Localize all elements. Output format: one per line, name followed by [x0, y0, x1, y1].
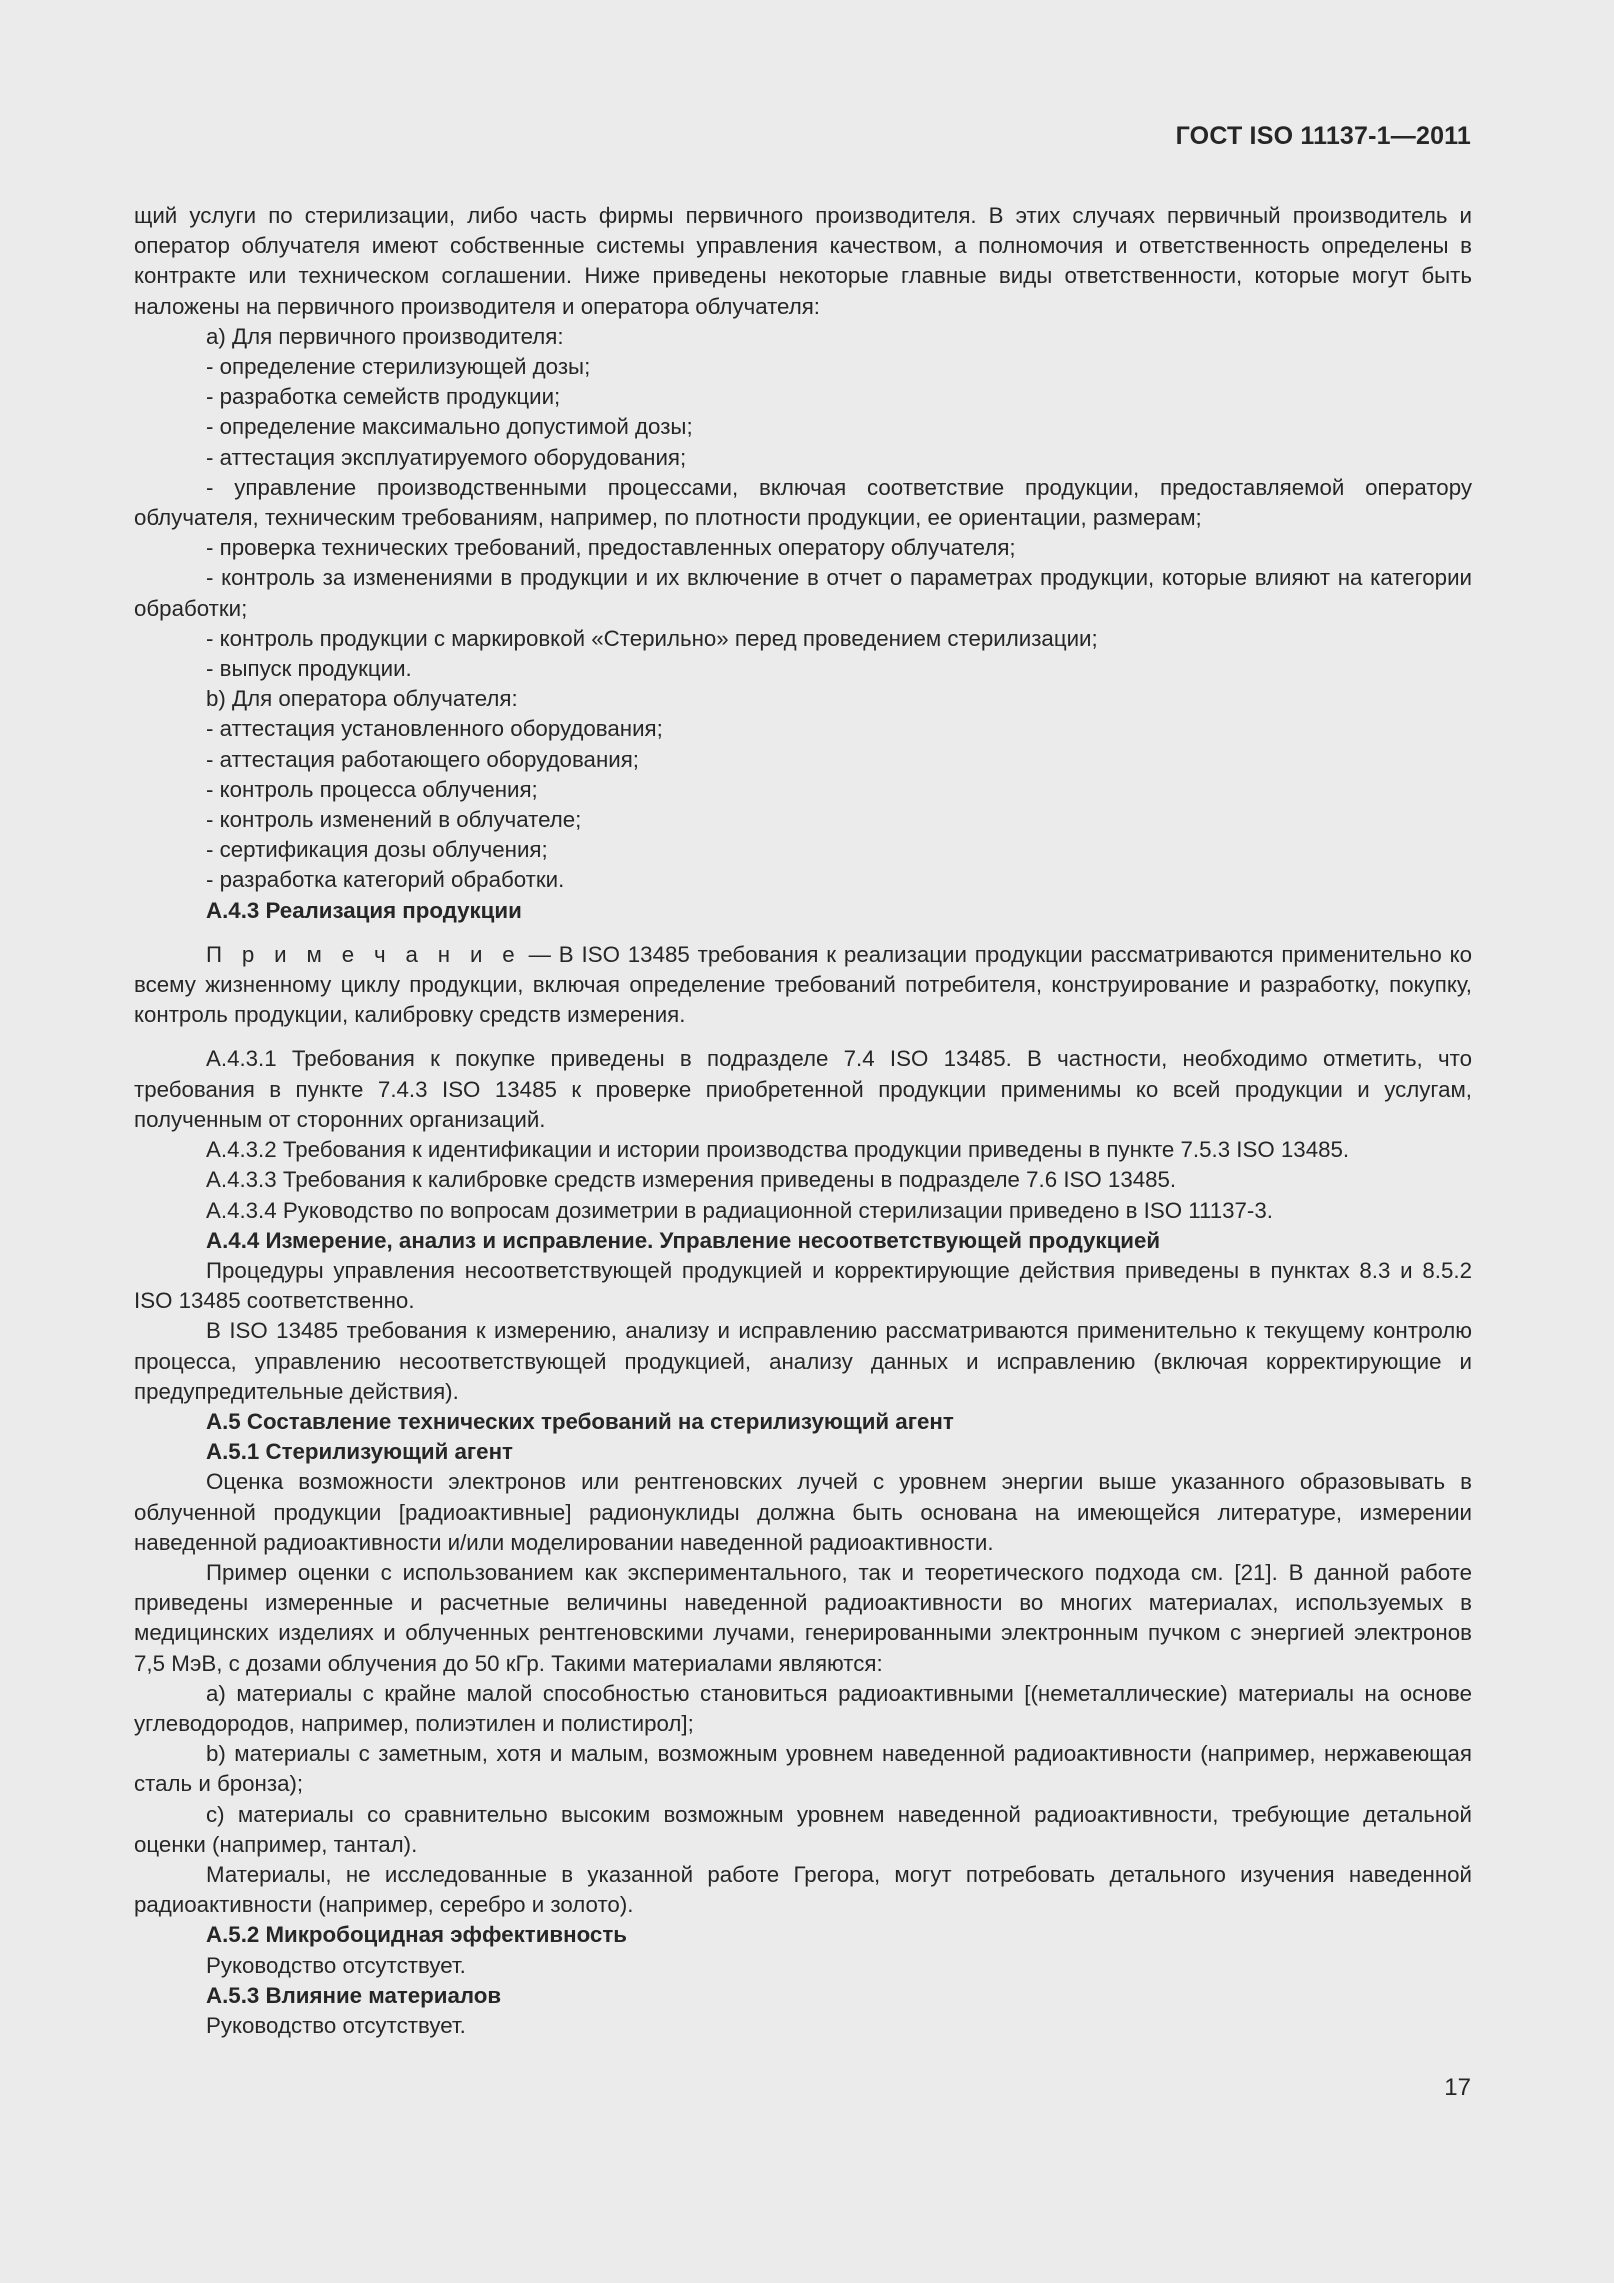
- paragraph: Руководство отсутствует.: [206, 1952, 466, 1978]
- intro-paragraph: щий услуги по стерилизации, либо часть фирмы первичного производителя. В этих случаях первичный производитель и оператор облучателя имеют собственные системы управления качеством, а полномочия и ответственность определены в контракте или техническом соглашении. Ниже приведены некоторые главные виды ответственности, которые могут быть наложены на первичного производителя и оператора облучателя:: [134, 203, 1472, 319]
- list-item: - аттестация работающего оборудования;: [206, 746, 639, 772]
- list-item: а) материалы с крайне малой способностью становиться радиоактивными [(неметаллические) материалы на основе углеводородов, например, полиэтилен и полистирол];: [134, 1680, 1472, 1736]
- list-item: с) материалы со сравнительно высоким возможным уровнем наведенной радиоактивности, требующие детальной оценки (например, тантал).: [134, 1801, 1472, 1857]
- list-item: - выпуск продукции.: [206, 656, 412, 682]
- paragraph: Пример оценки с использованием как экспериментального, так и теоретического подхода см. [21]. В данной работе приведены измеренные и расчетные величины наведенной радиоактивности во многих материалах, используемых в медицинских изделиях и облученных рентгеновскими лучами, генерированными электронным пучком с энергией электронов 7,5 МэВ, с дозами облучения до 50 кГр. Такими материалами являются:: [134, 1559, 1472, 1676]
- list-item: - разработка категорий обработки.: [206, 867, 565, 893]
- note-text: — В ISO 13485 требования к реализации продукции рассматриваются применительно ко всему жизненному циклу продукции, включая определение требований потребителя, конструирование и разработку, покупку, контроль продукции, калибровку средств измерения.: [134, 941, 1472, 1028]
- list-item: - управление производственными процессами, включая соответствие продукции, предоставляемой оператору облучателя, техническим требованиям, например, по плотности продукции, ее ориентации, размерам;: [134, 474, 1472, 531]
- list-heading-a: a) Для первичного производителя:: [206, 323, 564, 349]
- list-item: - контроль процесса облучения;: [206, 776, 538, 802]
- paragraph-a-4-3-4: А.4.3.4 Руководство по вопросам дозиметрии в радиационной стерилизации приведено в ISO 11137-3.: [206, 1197, 1273, 1223]
- list-item: - контроль за изменениями в продукции и их включение в отчет о параметрах продукции, которые влияют на категории обработки;: [134, 565, 1472, 621]
- note-label: П р и м е ч а н и е: [206, 941, 521, 967]
- list-item: - сертификация дозы облучения;: [206, 837, 548, 863]
- list-item: - аттестация установленного оборудования;: [206, 716, 663, 742]
- list-item: - контроль изменений в облучателе;: [206, 807, 582, 833]
- section-heading-a-4-4: А.4.4 Измерение, анализ и исправление. Управление несоответствующей продукцией: [206, 1227, 1161, 1253]
- section-heading-a-5-1: А.5.1 Стерилизующий агент: [206, 1439, 513, 1465]
- list-item: - определение максимально допустимой дозы;: [206, 414, 693, 440]
- page-number: 17: [1444, 2074, 1471, 2101]
- paragraph-a-4-3-1: А.4.3.1 Требования к покупке приведены в подразделе 7.4 ISO 13485. В частности, необходимо отметить, что требования в пункте 7.4.3 ISO 13485 к проверке приобретенной продукции применимы ко всей продукции и услугам, полученным от сторонних организаций.: [134, 1046, 1472, 1132]
- section-heading-a-4-3: А.4.3 Реализация продукции: [206, 897, 522, 923]
- paragraph: Оценка возможности электронов или рентгеновских лучей с уровнем энергии выше указанного образовывать в облученной продукции [радиоактивные] радионуклиды должна быть основана на имеющейся литературе, измерении наведенной радиоактивности и/или моделировании наведенной радиоактивности.: [134, 1469, 1472, 1555]
- section-heading-a-5-3: А.5.3 Влияние материалов: [206, 1982, 502, 2008]
- paragraph: Руководство отсутствует.: [206, 2012, 466, 2038]
- section-heading-a-5: А.5 Составление технических требований на стерилизующий агент: [206, 1408, 954, 1434]
- paragraph: Материалы, не исследованные в указанной работе Грегора, могут потребовать детального изучения наведенной радиоактивности (например, серебро и золото).: [134, 1861, 1472, 1918]
- paragraph: В ISO 13485 требования к измерению, анализу и исправлению рассматриваются применительно к текущему контролю процесса, управлению несоответствующей продукцией, анализу данных и исправлению (включая корректирующие и предупредительные действия).: [134, 1318, 1472, 1404]
- list-heading-b: b) Для оператора облучателя:: [206, 686, 518, 712]
- paragraph-a-4-3-3: А.4.3.3 Требования к калибровке средств измерения приведены в подразделе 7.6 ISO 13485.: [206, 1167, 1177, 1193]
- list-item: - проверка технических требований, предоставленных оператору облучателя;: [206, 535, 1016, 561]
- list-item: - контроль продукции с маркировкой «Стерильно» перед проведением стерилизации;: [206, 625, 1098, 651]
- list-item: b) материалы с заметным, хотя и малым, возможным уровнем наведенной радиоактивности (например, нержавеющая сталь и бронза);: [134, 1741, 1472, 1797]
- list-item: - разработка семейств продукции;: [206, 384, 561, 410]
- list-item: - определение стерилизующей дозы;: [206, 354, 591, 380]
- paragraph: Процедуры управления несоответствующей продукцией и корректирующие действия приведены в пунктах 8.3 и 8.5.2 ISO 13485 соответственно.: [134, 1257, 1472, 1314]
- paragraph-a-4-3-2: А.4.3.2 Требования к идентификации и истории производства продукции приведены в пункте 7.5.3 ISO 13485.: [206, 1137, 1350, 1163]
- note-paragraph: [134, 940, 1472, 1031]
- list-item: - аттестация эксплуатируемого оборудования;: [206, 444, 687, 470]
- document-id-header: ГОСТ ISO 11137-1—2011: [1175, 122, 1471, 150]
- body-text: [134, 201, 1472, 2041]
- section-heading-a-5-2: А.5.2 Микробоцидная эффективность: [206, 1922, 627, 1948]
